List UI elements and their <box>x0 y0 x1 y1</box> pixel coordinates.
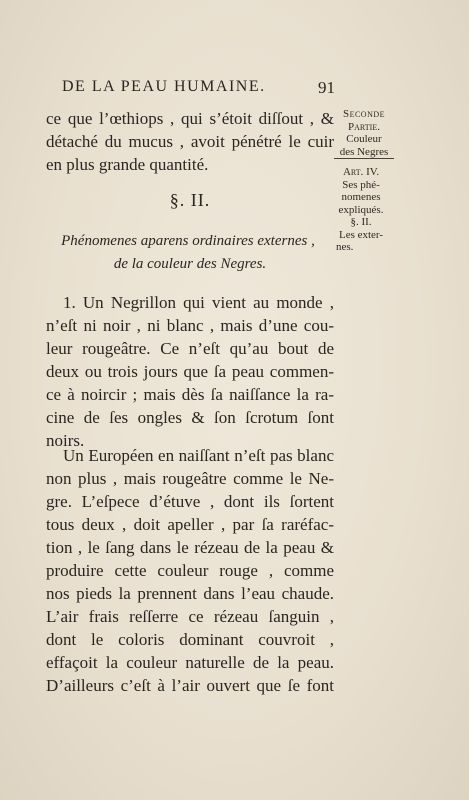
text-line: non plus , mais rougeâtre comme le Ne- <box>46 469 334 488</box>
text-line: détaché du mucus , avoit pénétré le cuir <box>46 132 334 151</box>
text-line: cine de ſes ongles & ſon ſcrotum ſont <box>46 408 334 427</box>
text-line: leur rougeâtre. Ce n’eſt qu’au bout de <box>46 339 334 358</box>
page-number: 91 <box>318 78 335 97</box>
text-line: produire cette couleur rouge , comme <box>46 561 334 580</box>
text-line: L’air frais reſſerre ce rézeau ſanguin , <box>46 607 334 626</box>
subtitle-line: Phénomenes aparens ordinaires externes , <box>61 233 315 249</box>
text-line: n’eſt ni noir , ni blanc , mais d’une cou- <box>46 316 334 335</box>
margin-rule <box>334 158 394 159</box>
text-line: deux ou trois jours que ſa peau commen- <box>46 362 334 381</box>
text-line: tous deux , doit apeller , par ſa raréfac- <box>46 515 334 534</box>
margin-note-line: Seconde <box>342 108 386 120</box>
margin-note-line: Couleur <box>346 133 382 145</box>
section-heading: §. II. <box>169 190 211 210</box>
margin-note-line: Ses phé- <box>342 178 380 191</box>
text-line: D’ailleurs c’eſt à l’air ouvert que ſe font <box>46 676 334 695</box>
text-line: 1. Un Negrillon qui vient au monde , <box>63 293 334 312</box>
text-line: ce à noircir ; mais dès ſa naiſſance la ra- <box>46 385 334 404</box>
running-head: DE LA PEAU HUMAINE. <box>62 78 266 95</box>
subtitle-line: de la couleur des Negres. <box>113 256 267 272</box>
opening-paragraph <box>46 107 334 176</box>
text-line: nos pieds la prennent dans l’eau chaude. <box>46 584 334 603</box>
text-line: gre. L’eſpece d’étuve , dont ils ſortent <box>46 492 334 511</box>
paragraph-1 <box>46 291 334 452</box>
margin-note-line: expliqués. <box>338 203 384 216</box>
margin-note-article <box>330 166 392 254</box>
paragraph-2 <box>46 444 334 697</box>
text-line: tion , le ſang dans le rézeau de la peau & <box>46 538 334 557</box>
text-line: Un Européen en naiſſant n’eſt pas blanc <box>63 446 334 465</box>
text-line: noirs. <box>46 431 85 450</box>
section-subtitle <box>46 230 334 276</box>
margin-note-line: nomenes <box>341 191 381 203</box>
margin-note-line: §. II. <box>350 216 372 228</box>
margin-note-line: Partie. <box>348 120 380 133</box>
margin-note-line: des Negres <box>339 145 389 158</box>
margin-note-line: Art. IV. <box>342 166 380 178</box>
text-line: effaçoit la couleur naturelle de la peau. <box>46 653 334 672</box>
margin-note-line: Les exter- <box>338 228 384 241</box>
text-line: dont le coloris dominant couvroit , <box>46 630 334 649</box>
text-line: ce que l’œthiops , qui s’étoit diſſout , & <box>46 109 334 128</box>
text-line: en plus grande quantité. <box>46 155 209 174</box>
margin-note-line: nes. <box>336 241 354 253</box>
margin-note-part <box>336 108 392 158</box>
